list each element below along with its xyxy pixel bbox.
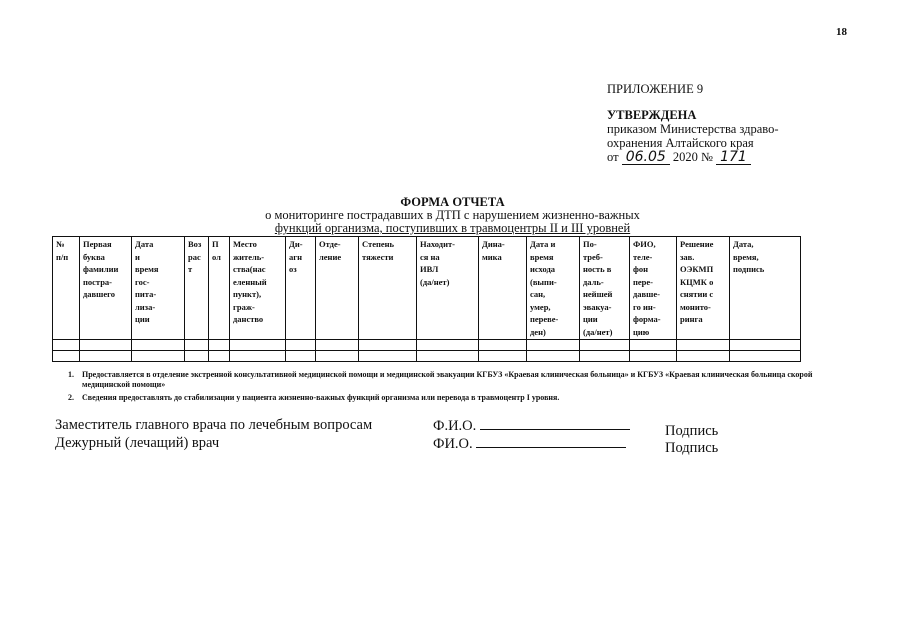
- form-title-line-2: о мониторинге пострадавших в ДТП с нарушением жизненно-важных: [265, 208, 640, 222]
- col-header: П ол: [209, 237, 230, 340]
- col-header: Находит- ся на ИВЛ (да/нет): [417, 237, 479, 340]
- signature-label-2: Подпись: [665, 440, 719, 456]
- col-header: Дина- мика: [479, 237, 527, 340]
- footnote-item: [52, 370, 852, 390]
- handwritten-order-number: 171: [716, 151, 751, 165]
- fio-label: Ф.И.О.: [433, 418, 477, 434]
- order-line-1: приказом Министерства здраво-: [607, 122, 779, 136]
- table-row: [53, 340, 801, 351]
- col-header: Воз рас т: [185, 237, 209, 340]
- col-header: Место житель- ства(нас еленный пункт), граж- данство: [230, 237, 286, 340]
- date-prefix: от: [607, 150, 619, 164]
- col-header: ФИО, теле- фон пере- давше- го ин- форма- цию: [630, 237, 677, 340]
- col-header: Первая буква фамилии постра- давшего: [80, 237, 132, 340]
- signature-role-2: Дежурный (лечащий) врач: [55, 435, 220, 451]
- order-line-2: охранения Алтайского края: [607, 136, 754, 150]
- approved-title: УТВЕРЖДЕНА: [607, 108, 697, 122]
- footnotes: [52, 370, 852, 406]
- page-number: 18: [836, 26, 847, 38]
- form-title-line-1: ФОРМА ОТЧЕТА: [400, 195, 505, 209]
- footnote-number: 1.: [68, 370, 74, 379]
- col-header: № п/п: [53, 237, 80, 340]
- year-number-label: 2020 №: [672, 150, 713, 164]
- col-header: По- треб- ность в даль- нейшей эвакуа- ции (да/нет): [580, 237, 630, 340]
- signature-fio-1: [433, 417, 630, 435]
- fio-label: ФИ.О.: [433, 436, 473, 452]
- report-table: [52, 236, 801, 362]
- footnote-number: 2.: [68, 393, 74, 402]
- table-header-row: [53, 237, 801, 340]
- col-header: Дата и время гос- пита- лиза- ции: [132, 237, 185, 340]
- footnote-text: Сведения предоставлять до стабилизации у пациента жизненно-важных функций организма или перевода в травмоцентр I уровня.: [82, 393, 560, 402]
- signature-label-1: Подпись: [665, 423, 719, 439]
- handwritten-date: 06.05: [622, 151, 670, 165]
- order-date-line: [607, 150, 778, 165]
- table-row: [53, 351, 801, 362]
- col-header: Степень тяжести: [359, 237, 417, 340]
- footnote-text: Предоставляется в отделение экстренной консультативной медицинской помощи и медицинской эвакуации КГБУЗ «Краевая клиническая больница» и КГБУЗ «Краевая клиническая больница скорой медицинской помощи»: [82, 370, 813, 389]
- signature-role-1: Заместитель главного врача по лечебным вопросам: [55, 417, 373, 433]
- appendix-label: ПРИЛОЖЕНИЕ 9: [607, 82, 704, 96]
- footnote-item: [52, 393, 852, 403]
- form-title-line-3: функций организма, поступивших в травмоцентры II и III уровней: [274, 221, 631, 235]
- fio-blank-line: [476, 435, 626, 448]
- approval-block: [607, 108, 778, 165]
- col-header: Ди- агн оз: [286, 237, 316, 340]
- signature-fio-2: [433, 435, 626, 453]
- col-header: Отде- ление: [316, 237, 359, 340]
- col-header: Решение зав. ОЭКМП КЦМК о снятии с монито- ринга: [677, 237, 730, 340]
- form-title: [0, 196, 905, 235]
- fio-blank-line: [480, 417, 630, 430]
- col-header: Дата, время, подпись: [730, 237, 801, 340]
- col-header: Дата и время исхода (выпи- сан, умер, переве- ден): [527, 237, 580, 340]
